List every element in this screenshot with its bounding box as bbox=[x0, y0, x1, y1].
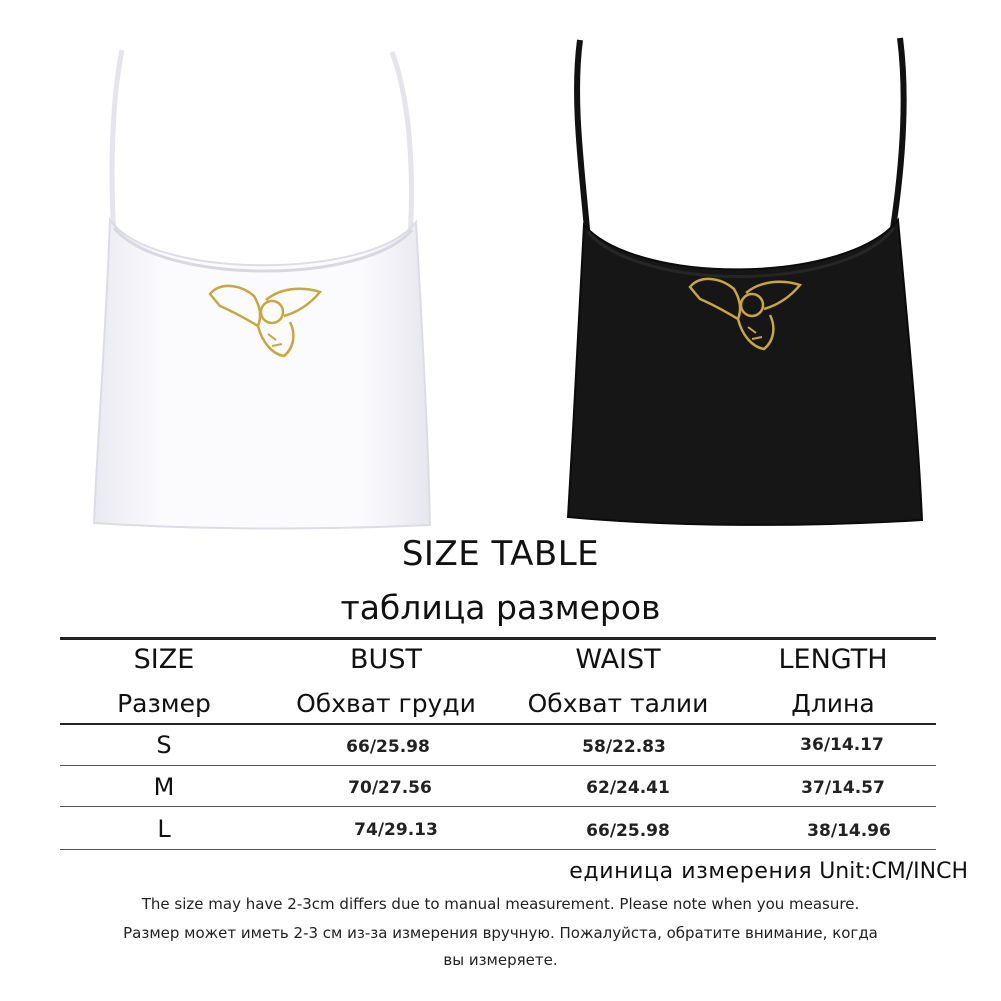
right-strap bbox=[892, 38, 904, 235]
header-size: SIZE bbox=[133, 644, 195, 675]
left-strap bbox=[112, 50, 122, 235]
top-body bbox=[94, 220, 430, 529]
row-length: 37/14.57 bbox=[801, 778, 885, 798]
left-strap bbox=[577, 40, 588, 240]
row-size: M bbox=[153, 773, 175, 801]
header-bust: BUST bbox=[350, 644, 422, 675]
size-table-title-ru: таблица размеров bbox=[340, 588, 661, 627]
black-cami-top-photo bbox=[556, 30, 926, 530]
row-waist: 58/22.83 bbox=[582, 737, 666, 757]
black-cami-top-illustration bbox=[556, 30, 926, 530]
row-waist: 62/24.41 bbox=[586, 778, 670, 798]
table-bottom-rule bbox=[60, 849, 936, 850]
header-length: LENGTH bbox=[778, 644, 888, 675]
white-cami-top-illustration bbox=[92, 30, 432, 530]
row-size: L bbox=[157, 815, 171, 843]
row-bust: 66/25.98 bbox=[346, 737, 430, 757]
header-size-ru: Размер bbox=[117, 689, 211, 718]
right-strap bbox=[392, 52, 411, 240]
table-top-rule bbox=[60, 637, 936, 640]
table-header-rule bbox=[60, 723, 936, 725]
white-cami-top-photo bbox=[92, 30, 432, 530]
row-waist: 66/25.98 bbox=[586, 821, 670, 841]
table-row-divider bbox=[60, 765, 936, 766]
row-length: 36/14.17 bbox=[800, 735, 884, 755]
table-row-divider bbox=[60, 806, 936, 807]
row-size: S bbox=[156, 731, 172, 759]
top-body bbox=[568, 220, 922, 525]
header-bust-ru: Обхват груди bbox=[296, 689, 476, 718]
unit-label bbox=[569, 859, 968, 884]
header-length-ru: Длина bbox=[791, 689, 875, 718]
measurement-note-ru: Размер может иметь 2-3 см из-за измерения вручную. Пожалуйста, обратите внимание, когда bbox=[123, 924, 878, 942]
row-bust: 70/27.56 bbox=[348, 778, 432, 798]
unit-label-ru: единица измерения bbox=[569, 859, 813, 884]
unit-label-en: Unit:CM/INCH bbox=[819, 859, 968, 884]
row-bust: 74/29.13 bbox=[354, 820, 438, 840]
header-waist-ru: Обхват талии bbox=[527, 689, 709, 718]
measurement-note-ru-continued: вы измеряете. bbox=[443, 951, 558, 969]
row-length: 38/14.96 bbox=[807, 821, 891, 841]
header-waist: WAIST bbox=[575, 644, 661, 675]
measurement-note-en: The size may have 2-3cm differs due to manual measurement. Please note when you measure. bbox=[141, 895, 860, 913]
size-table-title: SIZE TABLE bbox=[401, 534, 600, 574]
